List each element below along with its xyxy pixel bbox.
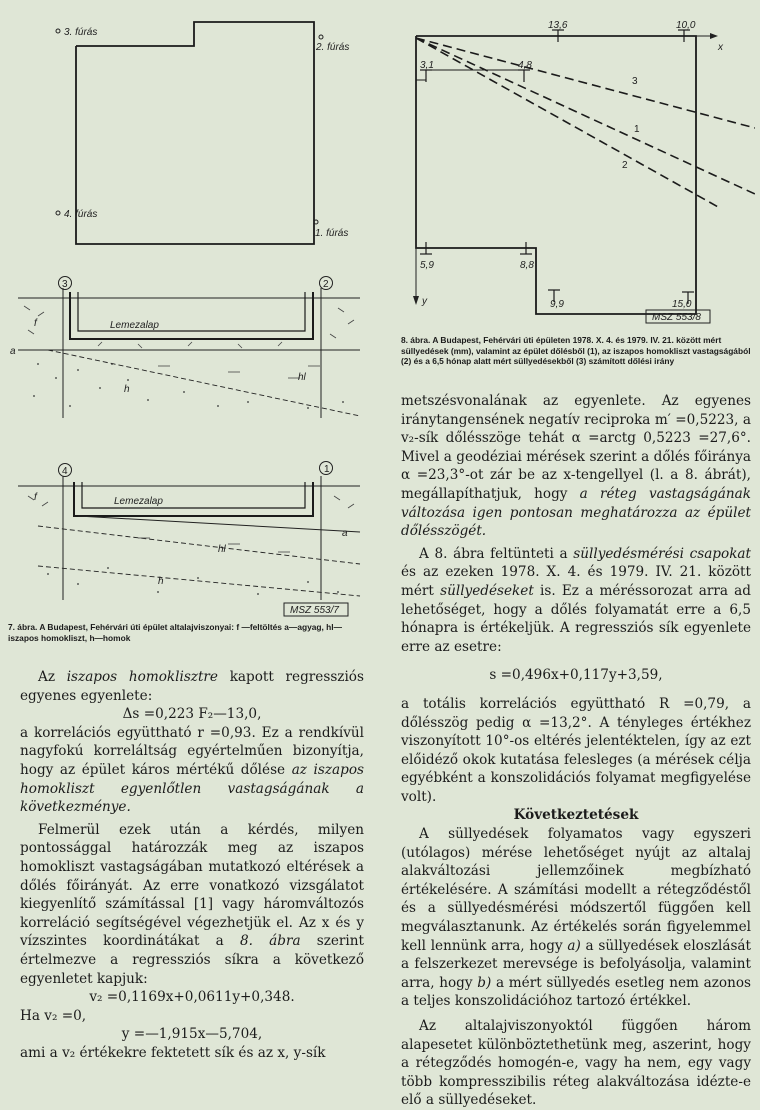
section2-slab-label: Lemezalap bbox=[114, 496, 163, 507]
tilt-lines bbox=[416, 38, 755, 208]
section1-bore-left: 3 bbox=[62, 279, 68, 290]
plan-view bbox=[76, 22, 314, 244]
section1-layer-h: h bbox=[124, 384, 130, 395]
value-mid-1: 3,1 bbox=[420, 60, 434, 71]
bore-3-marker bbox=[56, 29, 60, 33]
figure-7-caption: 7. ábra. A Budapest, Fehérvári úti épület altalajviszonyai: f —feltöltés a—agyag, hl—iszapos homokliszt, h—homok bbox=[8, 622, 343, 643]
bore-1-label: 1. fúrás bbox=[315, 228, 349, 239]
right-paragraph-1: metszésvonalának az egyenlete. Az egyenes iránytangensének negatív reciproka m′ =0,5223, a v₂-sík dőlésszöge tehát α =arctg 0,5223 =27,6°. Mivel a geodéziai mérések szerint a dőlés főiránya α =23,3°-ot zár be az x-tengellyel (l. a 8. ábrát), megállapíthatjuk, hogy a réteg vastagságának változása igen pontosan meghatározza az épület dőlésszögét. bbox=[401, 393, 751, 540]
figure-8-caption: 8. ábra. A Budapest, Fehérvári úti épületen 1978. X. 4. és 1979. IV. 21. között mért süllyedések (mm), valamint az épület dőlésből (1), az iszapos homokliszt vastagságából (2) és a 6,5 hónap alatt mért süllyedésekből (3) számított dőlési irány bbox=[401, 335, 751, 366]
stamp-8: MSZ 553/8 bbox=[652, 312, 701, 323]
figure-8-drawing bbox=[400, 8, 755, 328]
value-mid-2: 4,8 bbox=[518, 60, 532, 71]
section-heading: Következtetések bbox=[513, 807, 639, 824]
right-paragraph-4: A süllyedések folyamatos vagy egyszeri (utólagos) mérése lehetőséget nyújt az altalaj alakváltozási jellemzőinek megbízható értékelésére. A számítási modellt a rétegződéstől és a süllyedésmérési módszertől függően kell megválasztanunk. Az értékelés során figyelemmel kell lennünk arra, hogy a) a süllyedések eloszlását a felszerkezet merevsége is befolyásolja, valamint arra, hogy b) a mért süllyedés esetleg nem azonos a teljes konszolidációhoz tartozó értékkel. bbox=[401, 826, 751, 1010]
equation-3-condition: Ha v₂ =0, bbox=[20, 1007, 87, 1024]
bore-2-label: 2. fúrás bbox=[316, 42, 350, 53]
line-2-label: 2 bbox=[622, 160, 628, 171]
value-bot-3: 9,9 bbox=[550, 299, 564, 310]
equation-3: y =—1,915x—5,704, bbox=[121, 1026, 263, 1043]
bore-4-marker bbox=[56, 211, 60, 215]
bore-3-label: 3. fúrás bbox=[64, 27, 98, 38]
equation-1: Δs =0,223 F₂—13,0, bbox=[122, 706, 262, 723]
cross-section-2 bbox=[18, 462, 360, 601]
value-bot-1: 5,9 bbox=[420, 260, 434, 271]
line-3-label: 3 bbox=[632, 76, 638, 87]
right-paragraph-3: a totális korrelációs együttható R =0,79, a dőlésszög pedig α =13,2°. A tényleges értékhez viszonyított 10°-os eltérés jelentéktelen, így az ezt előidéző okok kutatása felesleges (a mérések célja egyébként a konszolidációs folyamat megfigyelése volt). bbox=[401, 695, 751, 805]
section2-bore-right: 1 bbox=[324, 464, 330, 475]
left-paragraph-3: Felmerül ezek után a kérdés, milyen pontossággal határozzák meg az iszapos homokliszt vastagságában mutatkozó eltérések a dőlés főirányát. Az erre vonatkozó vizsgálatot kiegyenlítő számítással [1] vagy háromváltozós korreláció segítségével végezhetjük el. Az x és y vízszintes koordinátákat a 8. ábra szerint értelmezve a regressziós síkra a következő egyenletet kapjuk: bbox=[20, 821, 364, 987]
figure-8 bbox=[400, 8, 755, 328]
axis-x-label: x bbox=[718, 42, 723, 53]
section1-layer-hl: hl bbox=[298, 372, 306, 383]
section1-layer-a: a bbox=[10, 346, 16, 357]
figure-7-drawing bbox=[8, 8, 370, 618]
section2-layer-h: h bbox=[158, 576, 164, 587]
section2-bore-left: 4 bbox=[62, 466, 68, 477]
value-bot-4: 15,0 bbox=[672, 299, 692, 310]
section2-layer-a: a bbox=[342, 528, 348, 539]
right-paragraph-5: Az altalajviszonyoktól függően három alapesetet különböztethetünk meg, aszerint, hogy a rétegződés homogén-e, vagy ha nem, egy vagy több kompresszibilis réteg alakváltozása idézte-e elő a süllyedéseket. bbox=[401, 1018, 751, 1109]
section2-layer-f: f bbox=[34, 492, 37, 503]
figure-7 bbox=[8, 8, 370, 648]
right-column bbox=[401, 392, 751, 1110]
bore-4-label: 4. fúrás bbox=[64, 209, 98, 220]
left-paragraph-2: a korrelációs együttható r =0,93. Ez a rendkívül nagyfokú korreláltság egyértelműen bizonyítja, hogy az épület káros mértékű dőlése az iszapos homokliszt egyenlőtlen vastagságának a következménye. bbox=[20, 724, 364, 816]
bore-2-marker bbox=[319, 35, 323, 39]
left-paragraph-1: Az iszapos homoklisztre kapott regressziós egyenes egyenlete: bbox=[20, 669, 364, 704]
equation-2: v₂ =0,1169x+0,0611y+0,348. bbox=[89, 989, 295, 1006]
value-top-1: 13,6 bbox=[548, 20, 568, 31]
cross-section-1 bbox=[10, 277, 360, 419]
right-paragraph-2: A 8. ábra feltünteti a süllyedésmérési csapokat és az ezeken 1978. X. 4. és 1979. IV. 21. között mért süllyedéseket is. Ez a méréssorozat arra ad lehetőséget, hogy a dőlés folyamatát erre a 6,5 hónapra is értékeljük. A regressziós sík egyenlete erre az esetre: bbox=[401, 545, 751, 655]
section1-layer-f: f bbox=[34, 318, 37, 329]
value-bot-2: 8,8 bbox=[520, 260, 534, 271]
section1-bore-right: 2 bbox=[323, 279, 329, 290]
equation-4: s =0,496x+0,117y+3,59, bbox=[489, 667, 663, 684]
left-column bbox=[20, 668, 364, 1062]
axis-y-label: y bbox=[422, 296, 427, 307]
left-paragraph-4: ami a v₂ értékekre fektetett sík és az x, y-sík bbox=[20, 1044, 326, 1061]
line-1-label: 1 bbox=[634, 124, 640, 135]
section2-layer-hl: hl bbox=[218, 544, 226, 555]
section1-slab-label: Lemezalap bbox=[110, 320, 159, 331]
building-outline bbox=[416, 36, 696, 314]
value-top-2: 10,0 bbox=[676, 20, 696, 31]
stamp-7: MSZ 553/7 bbox=[290, 605, 339, 616]
